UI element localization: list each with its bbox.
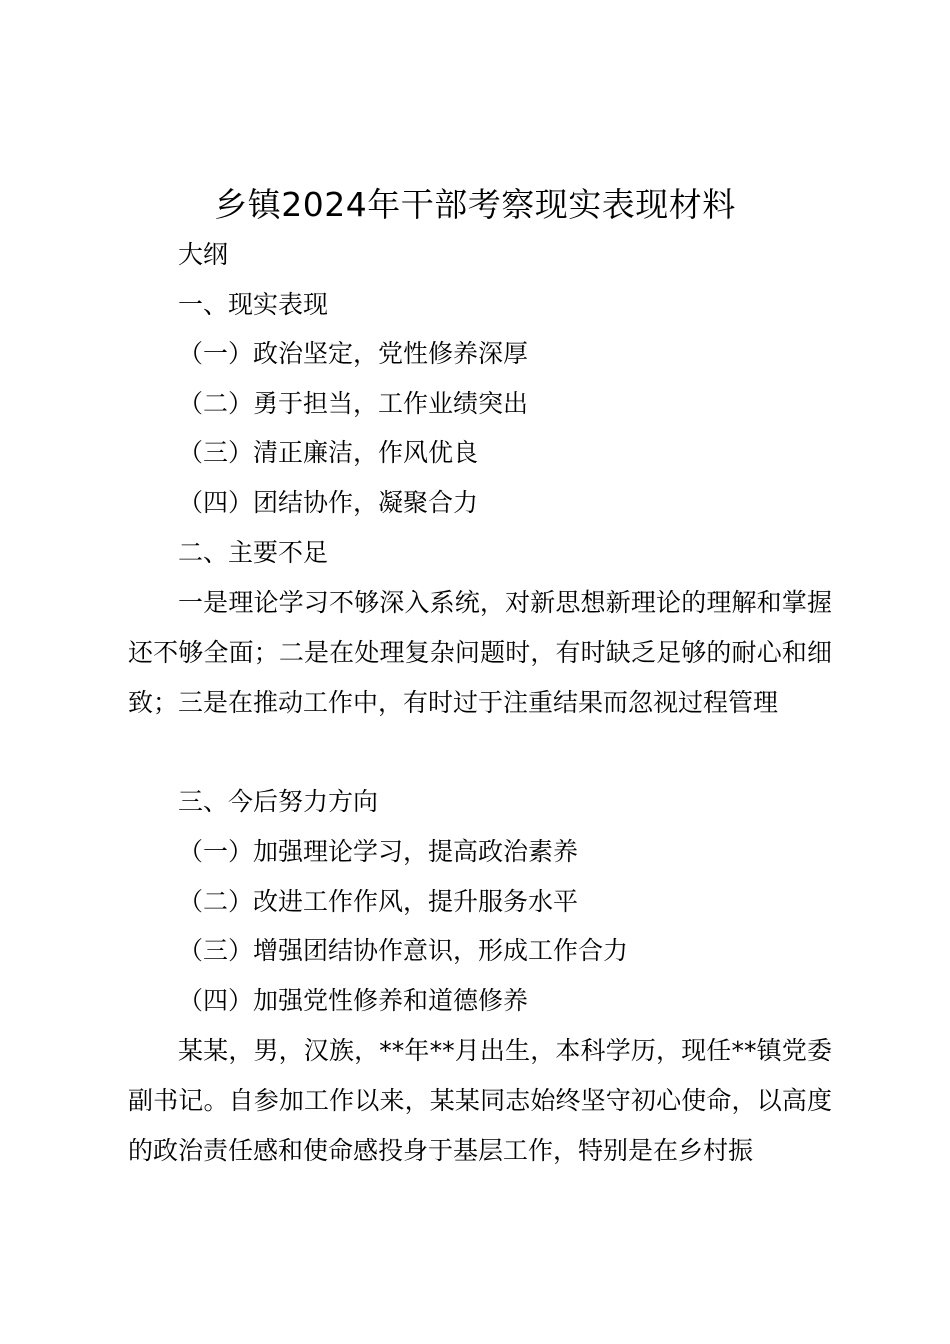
section-3-item: （三）增强团结协作意识，形成工作合力 xyxy=(178,936,629,965)
section-3-heading: 三、今后努力方向 xyxy=(178,787,379,816)
section-1-heading: 一、现实表现 xyxy=(178,290,329,319)
intro-paragraph: 某某，男，汉族，**年**月出生，本科学历，现任**镇党委副书记。自参加工作以来，某某同志始终坚守初心使命，以高度的政治责任感和使命感投身于基层工作，特别是在乡村振 xyxy=(128,1036,832,1165)
document-title: 乡镇2024年干部考察现实表现材料 xyxy=(214,185,736,224)
section-1-item: （四）团结协作，凝聚合力 xyxy=(178,488,479,517)
section-1-item: （三）清正廉洁，作风优良 xyxy=(178,438,479,467)
outline-label: 大纲 xyxy=(178,240,229,269)
section-3-item: （一）加强理论学习，提高政治素养 xyxy=(178,837,579,866)
section-1-item: （一）政治坚定，党性修养深厚 xyxy=(178,339,529,368)
section-3-item: （二）改进工作作风，提升服务水平 xyxy=(178,887,579,916)
section-2-heading: 二、主要不足 xyxy=(178,538,329,567)
section-2-paragraph: 一是理论学习不够深入系统，对新思想新理论的理解和掌握还不够全面；二是在处理复杂问题时，有时缺乏足够的耐心和细致；三是在推动工作中，有时过于注重结果而忽视过程管理 xyxy=(128,588,832,717)
section-3-item: （四）加强党性修养和道德修养 xyxy=(178,986,529,1015)
section-1-item: （二）勇于担当，工作业绩突出 xyxy=(178,389,529,418)
